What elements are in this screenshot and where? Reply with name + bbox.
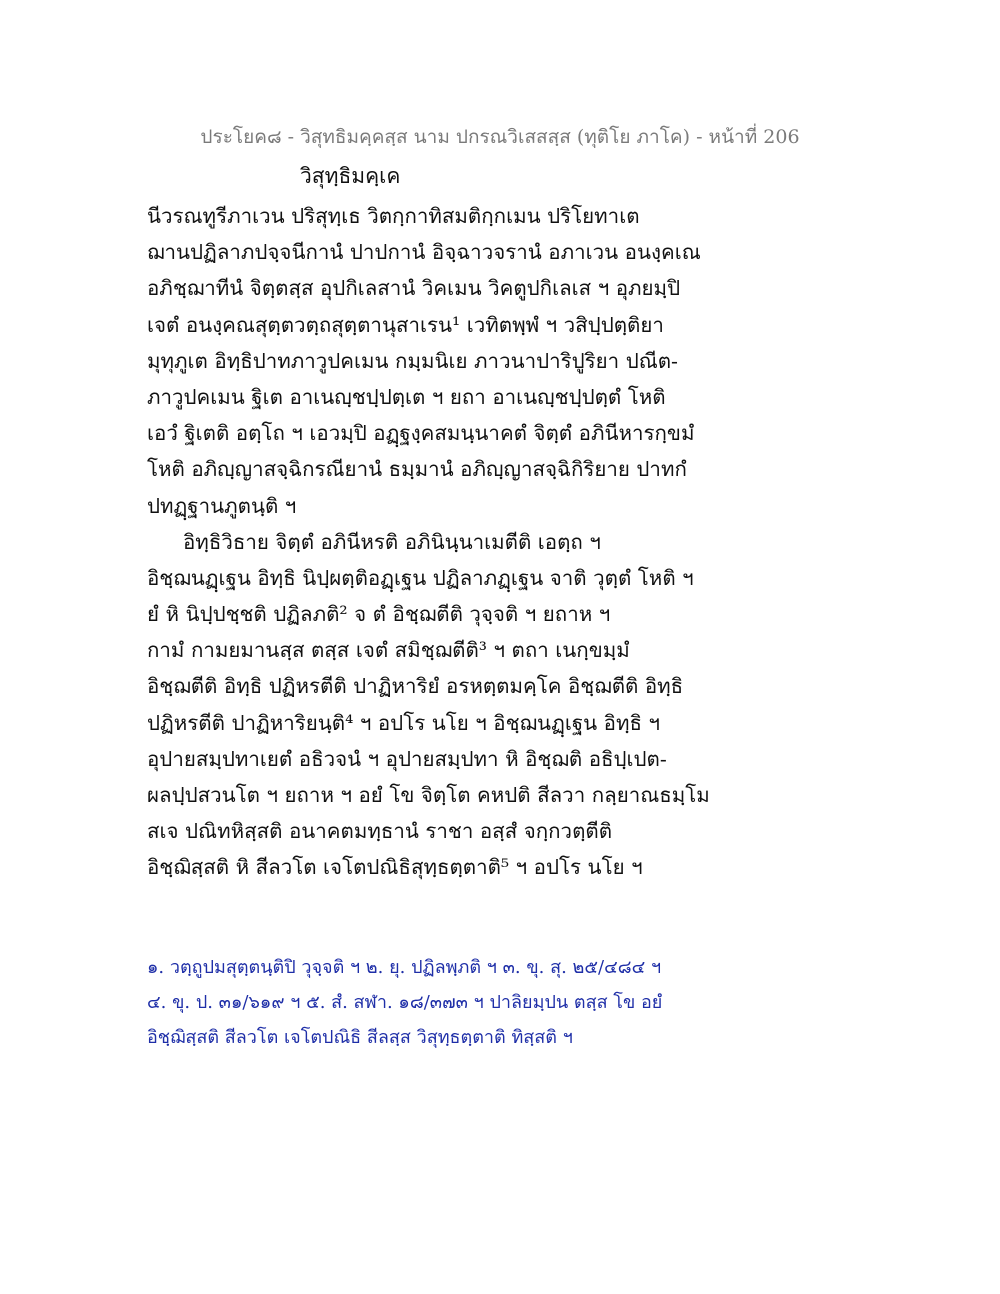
body-line: อิชฺฌตีติ อิทฺธิ ปฏิหรตีติ ปาฏิหาริยํ อรหตฺตมคฺโค อิชฺฌตีติ อิทฺธิ [147, 674, 684, 699]
body-line: ยํ หิ นิปฺปชฺชติ ปฏิลภติ² จ ตํ อิชฺฌตีติ วุจฺจติ ฯ ยถาห ฯ [147, 602, 611, 627]
footnote-line: ๔. ขุ. ป. ๓๑/๖๑๙ ฯ ๕. สํ. สฬา. ๑๘/๓๗๓ ฯ ปาลิยมฺปน ตสฺส โข อยํ [147, 992, 663, 1013]
footnote-line: อิชฺฌิสฺสติ สีลวโต เจโตปณิธิ สีลสฺส วิสุทฺธตฺตาติ ทิสฺสติ ฯ [147, 1027, 573, 1048]
paragraph-start-line: อิทฺธิวิธาย จิตฺตํ อภินีหรติ อภินินฺนาเมตีติ เอตฺถ ฯ [183, 529, 601, 554]
body-line: ผลปฺปสวนโต ฯ ยถาห ฯ อยํ โข จิตฺโต คหปติ สีลวา กลฺยาณธมฺโม [147, 783, 710, 807]
body-line: อิชฺฌนฏฺเฐน อิทฺธิ นิปฺผตฺติอฏฺเฐน ปฏิลาภฏฺเฐน จาติ วุตฺตํ โหติ ฯ [147, 565, 694, 590]
page-header: ประโยค๘ - วิสุทธิมคฺคสฺส นาม ปกรณวิเสสสฺส (ทุติโย ภาโค) - หน้าที่ 206 [200, 126, 800, 148]
body-line: เอวํ ฐิเตติ อตฺโถ ฯ เอวมฺปิ อฏฺฐงฺคสมนฺนาคตํ จิตฺตํ อภินีหารกฺขมํ [147, 421, 695, 446]
body-line: อภิชฺฌาทีนํ จิตฺตสฺส อุปกิเลสานํ วิคเมน วิคตูปกิเลเส ฯ อุภยมฺปิ [147, 276, 681, 301]
body-line: นีวรณทูรีภาเวน ปริสุทฺเธ วิตกฺกาทิสมติกฺกเมน ปริโยทาเต [147, 204, 640, 228]
footnote-line: ๑. วตฺถูปมสุตฺตนฺติปิ วุจฺจติ ฯ ๒. ยุ. ปฏิลพฺภติ ฯ ๓. ขุ. สุ. ๒๕/๔๘๔ ฯ [147, 957, 662, 978]
body-line: ภาวูปคเมน ฐิเต อาเนญฺชปฺปตฺเต ฯ ยถา อาเนญฺชปฺปตฺตํ โหติ [147, 384, 666, 409]
body-line: อุปายสมฺปทาเยตํ อธิวจนํ ฯ อุปายสมฺปทา หิ อิชฺฌติ อธิปฺเปต- [147, 746, 667, 771]
body-line: อิชฺฌิสฺสติ หิ สีลวโต เจโตปณิธิสุทฺธตฺตาติ⁵ ฯ อปโร นโย ฯ [147, 855, 643, 880]
body-line: เจตํ อนงฺคณสุตฺตวตฺถสุตฺตานุสาเรน¹ เวทิตพฺพํ ฯ วสิปฺปตฺติยา [147, 312, 664, 337]
body-line: ปทฏฺฐานภูตนฺติ ฯ [147, 493, 297, 518]
footnotes [147, 950, 707, 1055]
body-line: มุทุภูเต อิทฺธิปาทภาวูปคเมน กมฺมนิเย ภาวนาปาริปูริยา ปณีต- [147, 348, 678, 373]
body-line: ฌานปฏิลาภปจฺจนีกานํ ปาปกานํ อิจฺฉาวจรานํ อภาเวน อนงฺคเณ [147, 240, 701, 265]
body-line: ปฏิหรตีติ ปาฏิหาริยนฺติ⁴ ฯ อปโร นโย ฯ อิชฺฌนฏฺเฐน อิทฺธิ ฯ [147, 710, 661, 735]
body-line: สเจ ปณิทหิสฺสติ อนาคตมทฺธานํ ราชา อสฺสํ จกฺกวตฺตีติ [147, 819, 613, 844]
body-text [147, 198, 710, 886]
running-head: วิสุทฺธิมคฺเค [300, 164, 401, 188]
body-line: โหติ อภิญฺญาสจฺฉิกรณียานํ ธมฺมานํ อภิญฺญาสจฺฉิกิริยาย ปาทกํ [147, 457, 687, 482]
body-line: กามํ กามยมานสฺส ตสฺส เจตํ สมิชฺฌตีติ³ ฯ ตถา เนกฺขมฺมํ [147, 638, 630, 663]
